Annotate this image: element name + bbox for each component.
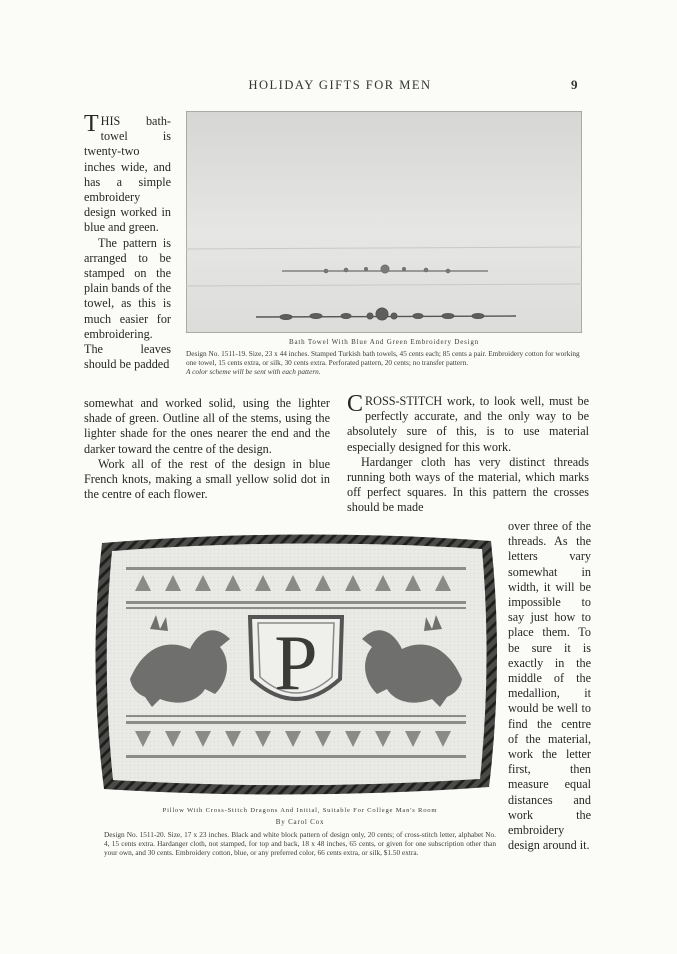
drop-cap-c: C [347,391,364,417]
towel-caption-title: Bath Towel With Blue And Green Embroidery Design [289,338,479,346]
paragraph-cross-stitch: CROSS-STITCH work, to look well, must be perfectly accurate, and the only way to be absolutely sure of this, is to use material especially designed for this work. [347,391,589,454]
right-column-top [347,391,589,516]
paragraph-letters: over three of the threads. As the letters vary somewhat in width, it will be impossible to say just how to place them. To be sure it is exactly in the middle of the medallion, it would be well to find the centre of the material, work the letter first, then measure equal distances and work the embroidery design around it. [508,519,591,853]
cross-stitch-pillow-image [90,529,503,800]
paragraph-pattern: The pattern is arranged to be stamped on the plain bands of the towel, as this is much easier for embroidering. The leaves should be padded [84,235,171,372]
pillow-caption-details: Design No. 1511-20. Size, 17 x 23 inches. Black and white block pattern of design only, 20 cents; of cross-stitch letter, alphabet No. 4, 15 cents extra. Hardanger cloth, not stamped, for top and back, 18 x 48 inches, 65 cents, or given for one subscription other than your own, and 30 cents. Embroidery cotton, blue, or any preferred color, 66 cents extra, or silk, $1.50 extra. [104,830,496,857]
initial-letter: P [274,619,318,706]
paragraph-hardanger: Hardanger cloth has very distinct threads running both ways of the material, which marks off perfect squares. In this pattern the crosses should be made [347,454,589,515]
towel-caption-note: A color scheme will be sent with each pattern. [186,367,321,376]
bath-towel-image [186,111,582,333]
towel-caption-details [186,349,584,376]
pillow-caption-byline: By Carol Cox [275,818,325,826]
page-number: 9 [571,77,578,92]
left-column-top [84,111,171,372]
right-column-narrow [508,519,591,853]
left-column-bottom [84,396,330,502]
paragraph-french-knots: Work all of the rest of the design in blue French knots, making a small yellow solid dot in the centre of each flower. [84,456,330,502]
towel-caption-line: Design No. 1511-19. Size, 23 x 44 inches. Stamped Turkish bath towels, 45 cents each; 85 cents a pair. Embroidery cotton for working one towel, 15 cents extra, or silk, 30 cents extra. Perforated pattern, 20 cents; no transfer pattern. [186,349,580,367]
drop-cap-t: T [84,111,99,137]
paragraph-pattern-cont: somewhat and worked solid, using the lighter shade of green. Outline all of the stems, using the lighter shade for the ones nearer the end and the darker toward the centre of the design. [84,396,330,456]
running-header: HOLIDAY GIFTS FOR MEN [248,78,432,92]
paragraph-intro: THIS bath-towel is twenty-two inches wide, and has a simple embroidery design worked in blue and green. [84,111,171,235]
pillow-caption-title: Pillow With Cross-Stitch Dragons And Initial, Suitable For College Man's Room [162,807,438,814]
